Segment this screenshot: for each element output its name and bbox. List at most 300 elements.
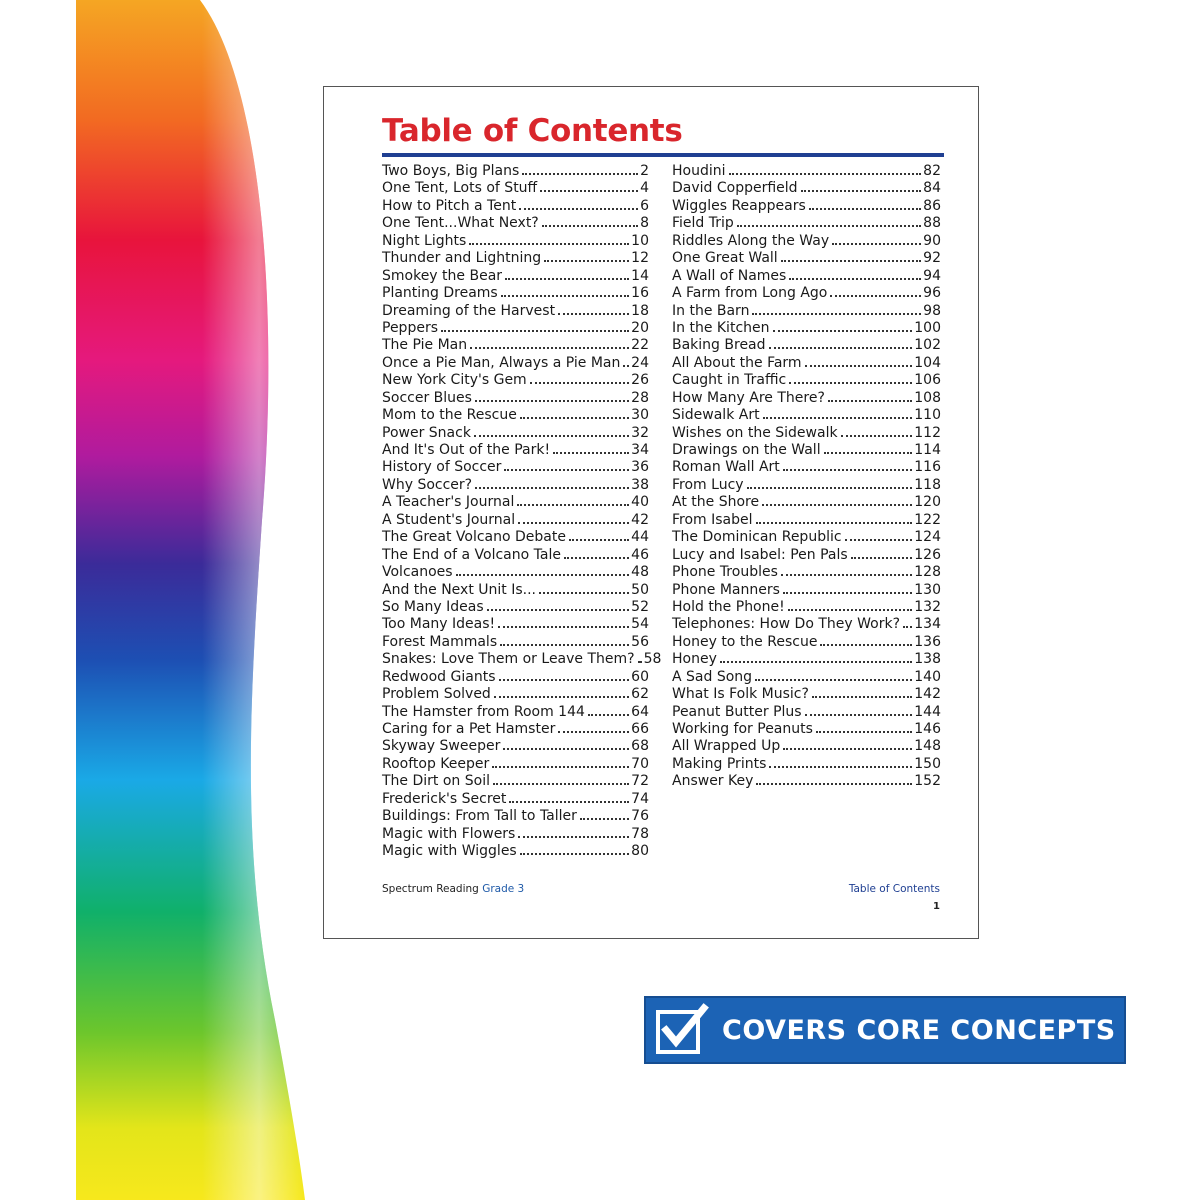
dot-leader bbox=[638, 661, 642, 663]
toc-entry-page: 74 bbox=[631, 790, 649, 807]
toc-entry bbox=[382, 442, 649, 459]
toc-entry-page: 132 bbox=[914, 598, 941, 615]
dot-leader bbox=[501, 295, 629, 297]
toc-entry-page: 78 bbox=[631, 825, 649, 842]
toc-entry bbox=[672, 669, 941, 686]
toc-entry bbox=[382, 843, 649, 860]
toc-entry bbox=[382, 477, 649, 494]
toc-entry-page: 104 bbox=[914, 354, 941, 371]
dot-leader bbox=[789, 382, 912, 384]
toc-entry-page: 50 bbox=[631, 581, 649, 598]
toc-entry-title: From Lucy bbox=[672, 476, 744, 493]
toc-entry bbox=[672, 355, 941, 372]
toc-entry-title: One Tent...What Next? bbox=[382, 215, 539, 232]
toc-entry-page: 36 bbox=[631, 459, 649, 476]
dot-leader bbox=[539, 592, 629, 594]
toc-entry-title: Telephones: How Do They Work? bbox=[672, 616, 901, 633]
toc-entry-title: A Student's Journal bbox=[382, 511, 516, 528]
toc-entry-page: 126 bbox=[914, 546, 941, 563]
toc-entry-title: Working for Peanuts bbox=[672, 721, 813, 737]
dot-leader bbox=[518, 836, 629, 838]
toc-entry bbox=[672, 215, 941, 232]
toc-entry-title: Mom to the Rescue bbox=[382, 407, 517, 424]
dot-leader bbox=[763, 417, 913, 419]
dot-leader bbox=[781, 260, 921, 262]
dot-leader bbox=[505, 278, 629, 280]
dot-leader bbox=[544, 260, 629, 262]
toc-entry bbox=[382, 826, 649, 843]
dot-leader bbox=[755, 679, 912, 681]
toc-entry-title: Hold the Phone! bbox=[672, 598, 785, 615]
toc-entry-title: Buildings: From Tall to Taller bbox=[382, 808, 577, 825]
toc-entry-title: Answer Key bbox=[672, 773, 754, 790]
toc-entry-page: 96 bbox=[923, 285, 941, 302]
toc-entry-title: New York City's Gem bbox=[382, 372, 527, 389]
dot-leader bbox=[809, 208, 921, 210]
toc-entry-page: 84 bbox=[923, 180, 941, 197]
toc-entry-page: 144 bbox=[914, 703, 941, 720]
dot-leader bbox=[729, 173, 922, 175]
dot-leader bbox=[540, 190, 638, 192]
toc-entry-page: 4 bbox=[640, 180, 649, 197]
toc-entry bbox=[382, 512, 649, 529]
toc-entry bbox=[672, 198, 941, 215]
toc-entry-page: 44 bbox=[631, 529, 649, 546]
dot-leader bbox=[504, 469, 629, 471]
toc-entry-page: 42 bbox=[631, 511, 649, 528]
toc-entry bbox=[672, 704, 941, 721]
toc-entry bbox=[672, 721, 941, 738]
page-title: Table of Contents bbox=[382, 113, 683, 149]
toc-entry bbox=[382, 808, 649, 825]
toc-entry-page: 18 bbox=[631, 302, 649, 319]
toc-entry-title: Wishes on the Sidewalk bbox=[672, 424, 838, 441]
dot-leader bbox=[564, 557, 629, 559]
toc-entry bbox=[382, 215, 649, 232]
toc-entry-title: The Pie Man bbox=[382, 337, 468, 354]
toc-entry-title: A Wall of Names bbox=[672, 267, 787, 284]
toc-entry-title: Wiggles Reappears bbox=[672, 197, 806, 214]
toc-entry bbox=[382, 634, 649, 651]
toc-entry-page: 80 bbox=[631, 843, 649, 860]
rainbow-ribbon-decoration bbox=[0, 0, 320, 1200]
toc-entry bbox=[382, 599, 649, 616]
toc-entry-title: Skyway Sweeper bbox=[382, 738, 501, 755]
dot-leader bbox=[500, 644, 629, 646]
toc-entry bbox=[672, 547, 941, 564]
toc-entry-title: Too Many Ideas! bbox=[382, 616, 496, 633]
toc-entry-title: Problem Solved bbox=[382, 686, 491, 703]
toc-entry bbox=[382, 547, 649, 564]
dot-leader bbox=[493, 783, 629, 785]
toc-entry-page: 110 bbox=[914, 407, 941, 424]
toc-entry bbox=[382, 582, 649, 599]
toc-entry-page: 48 bbox=[631, 564, 649, 581]
toc-entry bbox=[672, 459, 941, 476]
toc-entry-page: 140 bbox=[914, 668, 941, 685]
toc-entry-title: Soccer Blues bbox=[382, 389, 472, 406]
dot-leader bbox=[841, 435, 913, 437]
dot-leader bbox=[530, 382, 629, 384]
dot-leader bbox=[553, 452, 629, 454]
dot-leader bbox=[456, 574, 630, 576]
toc-entry bbox=[672, 616, 941, 633]
page-number: 1 bbox=[933, 901, 940, 912]
toc-entry bbox=[382, 355, 649, 372]
toc-entry-title: The End of a Volcano Tale bbox=[382, 546, 561, 563]
toc-entry-title: Volcanoes bbox=[382, 564, 453, 581]
toc-entry bbox=[672, 773, 941, 790]
toc-entry-page: 114 bbox=[914, 442, 941, 458]
toc-entry-title: Baking Bread bbox=[672, 337, 766, 354]
toc-entry-title: The Hamster from Room 144 bbox=[382, 703, 585, 720]
dot-leader bbox=[569, 539, 629, 541]
toc-entry-title: Drawings on the Wall bbox=[672, 442, 821, 458]
title-underline bbox=[382, 153, 944, 157]
toc-entry-page: 6 bbox=[640, 197, 649, 214]
toc-entry bbox=[672, 180, 941, 197]
toc-entry bbox=[382, 529, 649, 546]
dot-leader bbox=[789, 278, 921, 280]
toc-entry-page: 108 bbox=[914, 389, 941, 406]
toc-entry-page: 148 bbox=[914, 738, 941, 755]
toc-entry bbox=[672, 738, 941, 755]
toc-entry-title: In the Kitchen bbox=[672, 319, 770, 336]
toc-entry-page: 72 bbox=[631, 773, 649, 790]
dot-leader bbox=[519, 208, 638, 210]
footer-series bbox=[382, 883, 524, 895]
toc-entry-page: 20 bbox=[631, 319, 649, 336]
dot-leader bbox=[520, 853, 629, 855]
toc-entry-page: 86 bbox=[923, 197, 941, 214]
toc-entry-title: Honey bbox=[672, 651, 717, 668]
toc-entry-page: 98 bbox=[923, 302, 941, 319]
dot-leader bbox=[475, 487, 629, 489]
dot-leader bbox=[509, 801, 629, 803]
toc-entry-title: Forest Mammals bbox=[382, 633, 498, 650]
toc-entry-page: 66 bbox=[631, 721, 649, 737]
dot-leader bbox=[441, 330, 629, 332]
toc-entry-page: 54 bbox=[631, 616, 649, 633]
dot-leader bbox=[580, 818, 629, 820]
toc-entry-page: 22 bbox=[631, 337, 649, 354]
toc-entry bbox=[382, 180, 649, 197]
badge-label: COVERS CORE CONCEPTS bbox=[722, 1014, 1116, 1046]
toc-entry-page: 38 bbox=[631, 476, 649, 493]
toc-entry bbox=[382, 494, 649, 511]
toc-entry bbox=[672, 233, 941, 250]
footer-section: Table of Contents bbox=[848, 883, 940, 895]
toc-entry-page: 136 bbox=[914, 633, 941, 650]
footer-series-name: Spectrum Reading bbox=[382, 883, 479, 895]
dot-leader bbox=[903, 626, 912, 628]
toc-right-column bbox=[672, 163, 941, 791]
toc-entry-page: 60 bbox=[631, 668, 649, 685]
dot-leader bbox=[783, 469, 912, 471]
toc-entry-title: Snakes: Love Them or Leave Them? bbox=[382, 651, 635, 668]
toc-entry bbox=[672, 494, 941, 511]
toc-entry-page: 28 bbox=[631, 389, 649, 406]
toc-entry-page: 8 bbox=[640, 215, 649, 232]
dot-leader bbox=[832, 243, 921, 245]
toc-entry bbox=[672, 285, 941, 302]
toc-entry bbox=[672, 268, 941, 285]
toc-entry bbox=[382, 686, 649, 703]
dot-leader bbox=[752, 313, 921, 315]
toc-left-column bbox=[382, 163, 662, 861]
toc-entry bbox=[672, 425, 941, 442]
dot-leader bbox=[756, 522, 913, 524]
dot-leader bbox=[503, 748, 629, 750]
toc-entry-page: 88 bbox=[923, 215, 941, 232]
toc-entry bbox=[382, 198, 649, 215]
dot-leader bbox=[475, 400, 629, 402]
dot-leader bbox=[812, 696, 912, 698]
toc-entry bbox=[672, 372, 941, 389]
toc-entry bbox=[672, 477, 941, 494]
toc-entry-page: 16 bbox=[631, 285, 649, 302]
toc-entry-title: History of Soccer bbox=[382, 459, 502, 476]
dot-leader bbox=[788, 609, 913, 611]
toc-entry bbox=[672, 686, 941, 703]
toc-entry bbox=[672, 529, 941, 546]
toc-entry-page: 26 bbox=[631, 372, 649, 389]
toc-entry bbox=[672, 442, 941, 459]
toc-entry-page: 100 bbox=[914, 319, 941, 336]
toc-entry bbox=[672, 303, 941, 320]
dot-leader bbox=[623, 365, 629, 367]
toc-entry-title: David Copperfield bbox=[672, 180, 798, 197]
toc-entry bbox=[672, 390, 941, 407]
toc-entry bbox=[672, 582, 941, 599]
toc-entry-title: How Many Are There? bbox=[672, 389, 825, 406]
toc-entry bbox=[382, 407, 649, 424]
dot-leader bbox=[851, 557, 913, 559]
toc-entry-title: Magic with Flowers bbox=[382, 825, 516, 842]
toc-entry bbox=[382, 616, 649, 633]
toc-entry-title: Peanut Butter Plus bbox=[672, 703, 802, 720]
toc-entry-title: One Great Wall bbox=[672, 250, 778, 267]
toc-entry-title: Caught in Traffic bbox=[672, 372, 787, 389]
dot-leader bbox=[820, 644, 912, 646]
toc-entry-title: The Dirt on Soil bbox=[382, 773, 490, 790]
toc-entry-title: Honey to the Rescue bbox=[672, 633, 818, 650]
toc-entry-title: Caring for a Pet Hamster bbox=[382, 721, 556, 737]
toc-entry-title: From Isabel bbox=[672, 511, 753, 528]
dot-leader bbox=[805, 365, 913, 367]
toc-entry-page: 46 bbox=[631, 546, 649, 563]
toc-entry bbox=[382, 756, 649, 773]
toc-entry-title: How to Pitch a Tent bbox=[382, 197, 517, 214]
toc-entry-page: 70 bbox=[631, 755, 649, 772]
toc-entry-title: The Great Volcano Debate bbox=[382, 529, 566, 546]
toc-entry-title: Making Prints bbox=[672, 755, 767, 772]
toc-entry-page: 30 bbox=[631, 407, 649, 424]
toc-entry-title: The Dominican Republic bbox=[672, 529, 842, 546]
toc-entry-page: 106 bbox=[914, 372, 941, 389]
toc-entry bbox=[382, 372, 649, 389]
dot-leader bbox=[474, 435, 629, 437]
toc-entry-page: 52 bbox=[631, 598, 649, 615]
toc-entry-page: 118 bbox=[914, 476, 941, 493]
dot-leader bbox=[520, 417, 629, 419]
toc-entry bbox=[672, 564, 941, 581]
dot-leader bbox=[747, 487, 913, 489]
toc-entry bbox=[672, 163, 941, 180]
toc-entry-page: 68 bbox=[631, 738, 649, 755]
dot-leader bbox=[781, 574, 912, 576]
toc-entry bbox=[672, 250, 941, 267]
toc-entry bbox=[382, 303, 649, 320]
dot-leader bbox=[558, 313, 629, 315]
toc-entry-title: Why Soccer? bbox=[382, 476, 473, 493]
toc-entry bbox=[382, 337, 649, 354]
toc-entry bbox=[382, 268, 649, 285]
toc-entry-page: 120 bbox=[914, 494, 941, 511]
toc-entry-page: 10 bbox=[631, 232, 649, 249]
toc-entry-title: Lucy and Isabel: Pen Pals bbox=[672, 546, 848, 563]
toc-entry-page: 128 bbox=[914, 564, 941, 581]
toc-entry bbox=[382, 669, 649, 686]
dot-leader bbox=[773, 330, 913, 332]
toc-entry-title: A Farm from Long Ago bbox=[672, 285, 828, 302]
dot-leader bbox=[469, 243, 629, 245]
toc-entry bbox=[382, 651, 662, 668]
toc-entry bbox=[382, 425, 649, 442]
toc-entry-page: 32 bbox=[631, 424, 649, 441]
dot-leader bbox=[588, 714, 629, 716]
dot-leader bbox=[769, 766, 912, 768]
toc-entry-page: 24 bbox=[631, 354, 649, 371]
toc-entry-page: 64 bbox=[631, 703, 649, 720]
dot-leader bbox=[805, 714, 913, 716]
dot-leader bbox=[845, 539, 913, 541]
toc-entry-page: 14 bbox=[631, 267, 649, 284]
toc-entry-title: Roman Wall Art bbox=[672, 459, 780, 476]
toc-entry bbox=[382, 320, 649, 337]
dot-leader bbox=[830, 295, 921, 297]
covers-core-concepts-badge bbox=[644, 996, 1126, 1064]
toc-entry bbox=[672, 512, 941, 529]
dot-leader bbox=[522, 173, 638, 175]
dot-leader bbox=[828, 400, 912, 402]
toc-entry-title: In the Barn bbox=[672, 302, 750, 319]
dot-leader bbox=[816, 731, 912, 733]
toc-entry-title: Planting Dreams bbox=[382, 285, 498, 302]
toc-entry-page: 82 bbox=[923, 163, 941, 179]
toc-entry bbox=[382, 233, 649, 250]
toc-entry bbox=[382, 721, 649, 738]
toc-entry-title: Field Trip bbox=[672, 215, 734, 232]
toc-entry-page: 94 bbox=[923, 267, 941, 284]
dot-leader bbox=[720, 661, 912, 663]
toc-entry bbox=[382, 163, 649, 180]
toc-entry bbox=[382, 791, 649, 808]
dot-leader bbox=[492, 766, 629, 768]
toc-entry-title: What Is Folk Music? bbox=[672, 686, 809, 703]
toc-entry bbox=[672, 651, 941, 668]
toc-entry bbox=[672, 599, 941, 616]
toc-entry-page: 146 bbox=[914, 721, 941, 737]
toc-entry bbox=[382, 738, 649, 755]
toc-entry-page: 2 bbox=[640, 163, 649, 179]
toc-entry bbox=[382, 285, 649, 302]
toc-entry bbox=[382, 704, 649, 721]
toc-entry-page: 40 bbox=[631, 494, 649, 511]
toc-entry-page: 92 bbox=[923, 250, 941, 267]
toc-entry bbox=[382, 773, 649, 790]
toc-entry-title: Sidewalk Art bbox=[672, 407, 760, 424]
toc-entry-title: Smokey the Bear bbox=[382, 267, 503, 284]
checkmark-icon bbox=[654, 1002, 710, 1058]
toc-entry-title: Riddles Along the Way bbox=[672, 232, 830, 249]
toc-entry-page: 124 bbox=[914, 529, 941, 546]
dot-leader bbox=[470, 347, 629, 349]
toc-entry bbox=[382, 250, 649, 267]
toc-entry-page: 102 bbox=[914, 337, 941, 354]
toc-entry-title: Power Snack bbox=[382, 424, 471, 441]
dot-leader bbox=[518, 522, 629, 524]
toc-entry bbox=[672, 337, 941, 354]
toc-entry bbox=[672, 756, 941, 773]
dot-leader bbox=[824, 452, 913, 454]
toc-entry-title: Magic with Wiggles bbox=[382, 843, 517, 860]
dot-leader bbox=[517, 504, 629, 506]
toc-entry-page: 116 bbox=[914, 459, 941, 476]
dot-leader bbox=[783, 748, 912, 750]
toc-entry-title: Dreaming of the Harvest bbox=[382, 302, 556, 319]
toc-entry-page: 122 bbox=[914, 511, 941, 528]
toc-entry-page: 134 bbox=[914, 616, 941, 633]
toc-entry-page: 90 bbox=[923, 232, 941, 249]
toc-entry-title: Phone Manners bbox=[672, 581, 780, 598]
dot-leader bbox=[769, 347, 913, 349]
toc-entry-title: So Many Ideas bbox=[382, 598, 484, 615]
toc-entry bbox=[382, 459, 649, 476]
dot-leader bbox=[783, 592, 912, 594]
dot-leader bbox=[494, 696, 629, 698]
dot-leader bbox=[487, 609, 630, 611]
toc-entry-title: At the Shore bbox=[672, 494, 760, 511]
toc-entry-page: 34 bbox=[631, 442, 649, 458]
toc-entry-page: 138 bbox=[914, 651, 941, 668]
toc-entry-title: Thunder and Lightning bbox=[382, 250, 542, 267]
toc-entry-title: All About the Farm bbox=[672, 354, 802, 371]
toc-entry-page: 76 bbox=[631, 808, 649, 825]
toc-entry-title: One Tent, Lots of Stuff bbox=[382, 180, 538, 197]
toc-entry bbox=[672, 407, 941, 424]
toc-entry-title: Once a Pie Man, Always a Pie Man bbox=[382, 354, 621, 371]
toc-entry-page: 56 bbox=[631, 633, 649, 650]
toc-entry-title: And the Next Unit Is... bbox=[382, 581, 536, 598]
toc-entry bbox=[382, 390, 649, 407]
toc-entry-title: Frederick's Secret bbox=[382, 790, 507, 807]
dot-leader bbox=[756, 783, 912, 785]
toc-entry-title: Peppers bbox=[382, 319, 438, 336]
toc-entry-title: All Wrapped Up bbox=[672, 738, 781, 755]
toc-entry-title: A Teacher's Journal bbox=[382, 494, 515, 511]
toc-entry-page: 130 bbox=[914, 581, 941, 598]
dot-leader bbox=[762, 504, 912, 506]
toc-entry-page: 58 bbox=[643, 651, 662, 668]
dot-leader bbox=[498, 626, 629, 628]
dot-leader bbox=[542, 225, 638, 227]
toc-entry-title: Night Lights bbox=[382, 232, 467, 249]
toc-entry-title: Phone Troubles bbox=[672, 564, 778, 581]
toc-entry-title: Rooftop Keeper bbox=[382, 755, 490, 772]
toc-entry-page: 12 bbox=[631, 250, 649, 267]
dot-leader bbox=[737, 225, 921, 227]
